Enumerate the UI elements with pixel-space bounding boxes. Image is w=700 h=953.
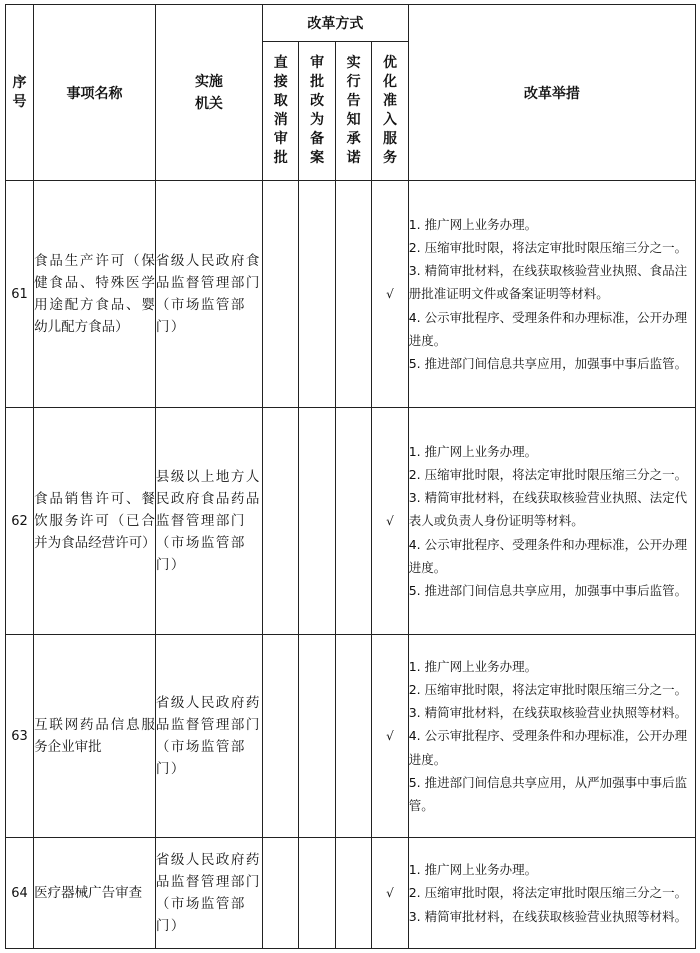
measure-item: 4. 公示审批程序、受理条件和办理标准，公开办理进度。 — [408, 536, 688, 575]
measure-item: 4. 公示审批程序、受理条件和办理标准，公开办理进度。 — [408, 728, 688, 767]
mark-cancel — [263, 181, 299, 408]
mode-3-label: 实行告知承诺 — [346, 55, 361, 166]
row-item-name: 互联网药品信息服务企业审批 — [34, 635, 156, 838]
mark-cancel — [263, 838, 299, 949]
row-measures — [408, 635, 695, 838]
header-mode-optimize — [372, 42, 408, 181]
header-mode-filing — [299, 42, 335, 181]
measure-item: 3. 精简审批材料，在线获取核验营业执照、法定代表人或负责人身份证明等材料。 — [408, 490, 688, 529]
mark-cancel — [263, 635, 299, 838]
measure-item: 3. 精简审批材料，在线获取核验营业执照、食品注册批准证明文件或备案证明等材料。 — [408, 263, 688, 302]
measure-item: 1. 推广网上业务办理。 — [408, 862, 538, 878]
row-seq: 64 — [6, 838, 34, 949]
row-seq: 62 — [6, 408, 34, 635]
mark-commitment — [335, 635, 371, 838]
mark-cancel — [263, 408, 299, 635]
mark-optimize: √ — [372, 408, 408, 635]
mark-filing — [299, 838, 335, 949]
header-mode-cancel — [263, 42, 299, 181]
measure-item: 5. 推进部门间信息共享应用，加强事中事后监管。 — [408, 583, 688, 598]
mark-commitment — [335, 181, 371, 408]
measure-item: 3. 精简审批材料，在线获取核验营业执照等材料。 — [408, 705, 688, 721]
reform-table — [5, 4, 696, 949]
measure-item: 1. 推广网上业务办理。 — [408, 443, 538, 459]
measure-item: 2. 压缩审批时限，将法定审批时限压缩三分之一。 — [408, 466, 688, 482]
mark-filing — [299, 408, 335, 635]
header-measures: 改革举措 — [408, 5, 695, 181]
mark-commitment — [335, 838, 371, 949]
mark-optimize: √ — [372, 635, 408, 838]
row-agency: 省级人民政府药品监督管理部门（市场监管部门） — [155, 838, 262, 949]
header-item-name: 事项名称 — [34, 5, 156, 181]
mark-filing — [299, 181, 335, 408]
row-measures — [408, 181, 695, 408]
header-mode-commitment — [335, 42, 371, 181]
mode-4-label: 优化准入服务 — [383, 55, 397, 166]
row-item-name: 医疗器械广告审查 — [34, 838, 156, 949]
row-measures — [408, 408, 695, 635]
measure-item: 2. 压缩审批时限，将法定审批时限压缩三分之一。 — [408, 239, 688, 255]
header-reform-mode: 改革方式 — [263, 5, 409, 42]
table-row — [6, 181, 696, 408]
header-seq-label: 序号 — [12, 74, 27, 110]
row-agency: 省级人民政府药品监督管理部门（市场监管部门） — [155, 635, 262, 838]
header-seq — [6, 5, 34, 181]
measure-item: 1. 推广网上业务办理。 — [408, 658, 538, 674]
measure-item: 1. 推广网上业务办理。 — [408, 216, 538, 232]
row-seq: 61 — [6, 181, 34, 408]
table-row — [6, 838, 696, 949]
mark-filing — [299, 635, 335, 838]
measure-item: 5. 推进部门间信息共享应用，加强事中事后监管。 — [408, 356, 688, 371]
measure-item: 2. 压缩审批时限，将法定审批时限压缩三分之一。 — [408, 681, 688, 697]
measure-item: 5. 推进部门间信息共享应用，从严加强事中事后监管。 — [408, 774, 688, 813]
row-item-name: 食品生产许可（保健食品、特殊医学用途配方食品、婴幼儿配方食品） — [34, 181, 156, 408]
mark-commitment — [335, 408, 371, 635]
table-row — [6, 635, 696, 838]
row-agency: 省级人民政府食品监督管理部门（市场监管部门） — [155, 181, 262, 408]
mark-optimize: √ — [372, 838, 408, 949]
measure-item: 3. 精简审批材料，在线获取核验营业执照等材料。 — [408, 908, 688, 924]
row-measures — [408, 838, 695, 949]
mode-2-label: 审批改为备案 — [310, 55, 325, 166]
table-row — [6, 408, 696, 635]
measure-item: 4. 公示审批程序、受理条件和办理标准，公开办理进度。 — [408, 309, 688, 348]
header-agency-label: 实施机关 — [194, 73, 223, 112]
mark-optimize: √ — [372, 181, 408, 408]
row-agency: 县级以上地方人民政府食品药品监督管理部门（市场监管部门） — [155, 408, 262, 635]
row-item-name: 食品销售许可、餐饮服务许可（已合并为食品经营许可） — [34, 408, 156, 635]
header-agency — [155, 5, 262, 181]
measure-item: 2. 压缩审批时限，将法定审批时限压缩三分之一。 — [408, 885, 688, 901]
mode-1-label: 直接取消审批 — [273, 55, 288, 166]
row-seq: 63 — [6, 635, 34, 838]
